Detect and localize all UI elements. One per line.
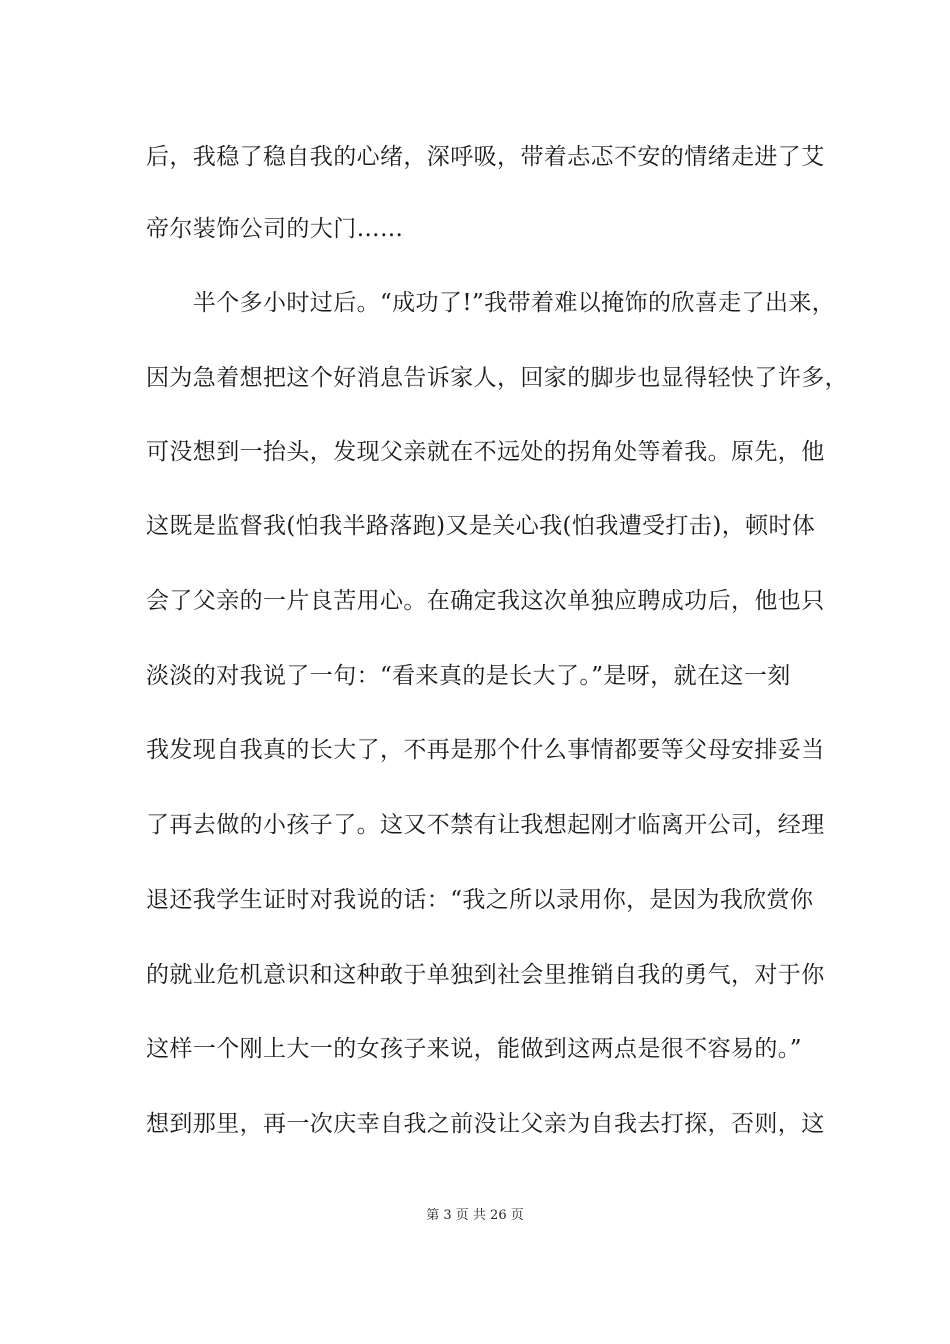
- text-line: 这样一个刚上大一的女孩子来说，能做到这两点是很不容易的。”: [146, 1036, 802, 1062]
- text-line: 可没想到一抬头，发现父亲就在不远处的拐角处等着我。原先，他: [146, 439, 825, 465]
- text-line: 因为急着想把这个好消息告诉家人，回家的脚步也显得轻快了许多，: [146, 365, 848, 391]
- text-line: 会了父亲的一片良苦用心。在确定我这次单独应聘成功后，他也只: [146, 588, 825, 614]
- text-line: 退还我学生证时对我说的话：“我之所以录用你，是因为我欣赏你: [146, 887, 814, 913]
- text-line: 了再去做的小孩子了。这又不禁有让我想起刚才临离开公司，经理: [146, 812, 825, 838]
- text-line: 帝尔装饰公司的大门……: [146, 216, 404, 242]
- page-number-footer: 第 3 页 共 26 页: [426, 1208, 524, 1223]
- text-line: 后，我稳了稳自我的心绪，深呼吸，带着忐忑不安的情绪走进了艾: [146, 144, 825, 170]
- text-line: 这既是监督我(怕我半路落跑)又是关心我(怕我遭受打击)，顿时体: [146, 513, 816, 539]
- text-line: 淡淡的对我说了一句：“看来真的是长大了。”是呀，就在这一刻: [146, 663, 791, 689]
- text-line: 想到那里，再一次庆幸自我之前没让父亲为自我去打探，否则，这: [146, 1111, 825, 1137]
- text-line: 的就业危机意识和这种敢于单独到社会里推销自我的勇气，对于你: [146, 962, 825, 988]
- text-line: 半个多小时过后。“成功了!”我带着难以掩饰的欣喜走了出来，: [146, 290, 836, 316]
- text-line: 我发现自我真的长大了，不再是那个什么事情都要等父母安排妥当: [146, 737, 825, 763]
